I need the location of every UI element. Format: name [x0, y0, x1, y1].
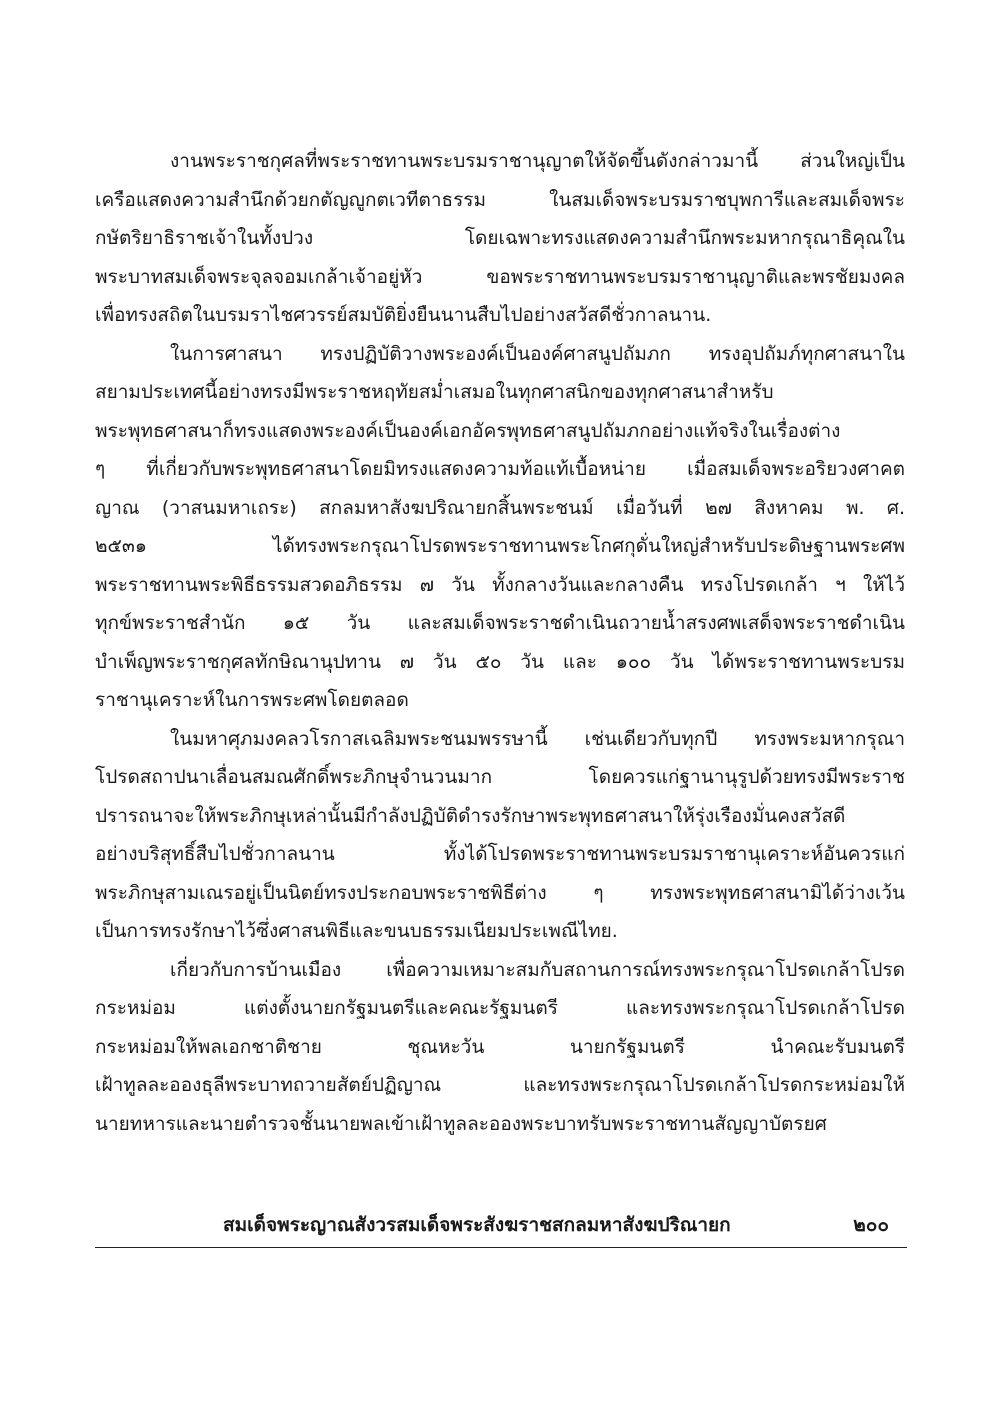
paragraph-1-line-4: พระบาทสมเด็จพระจุลจอมเกล้าเจ้าอยู่หัว ขอพระราชทานพระบรมราชานุญาติและพรชัยมงคล [95, 265, 905, 288]
footer-divider [95, 1247, 907, 1248]
paragraph-3-line-4: อย่างบริสุทธิ์สืบไปชั่วกาลนาน ทั้งได้โปรดพระราชทานพระบรมราชานุเคราะห์อันควรแก่ [95, 843, 905, 865]
paragraph-2-line-1: ในการศาสนา ทรงปฏิบัติวางพระองค์เป็นองค์ศาสนูปถัมภก ทรงอุปถัมภ์ทุกศาสนาใน [170, 342, 905, 365]
paragraph-3-line-5: พระภิกษุสามเณรอยู่เป็นนิตย์ทรงประกอบพระราชพิธีต่าง ๆ ทรงพระพุทธศาสนามิได้ว่างเว้น [95, 881, 905, 904]
footer-title: สมเด็จพระญาณสังวรสมเด็จพระสังฆราชสกลมหาสังฆปริณายก [223, 1214, 731, 1236]
paragraph-2-line-4: ๆ ที่เกี่ยวกับพระพุทธศาสนาโดยมิทรงแสดงความท้อแท้เบื้อหน่าย เมื่อสมเด็จพระอริยวงศาคต [95, 458, 905, 480]
paragraph-1-line-5: เพื่อทรงสถิตในบรมราไชศวรรย์สมบัติยิ่งยืนนานสืบไปอย่างสวัสดีชั่วกาลนาน. [95, 304, 712, 326]
paragraph-3-line-1: ในมหาศุภมงคลวโรกาสเฉลิมพระชนมพรรษานี้ เช่นเดียวกับทุกปี ทรงพระมหากรุณา [170, 727, 905, 750]
paragraph-4-line-4: เฝ้าทูลละอองธุลีพระบาทถวายสัตย์ปฏิญาณ และทรงพระกรุณาโปรดเกล้าโปรดกระหม่อมให้ [95, 1074, 905, 1096]
paragraph-3-line-3: ปรารถนาจะให้พระภิกษุเหล่านั้นมีกำลังปฏิบัติดำรงรักษาพระพุทธศาสนาให้รุ่งเรืองมั่นคงสวัสดี [95, 804, 846, 827]
body-text [95, 142, 905, 1143]
paragraph-2-line-3: พระพุทธศาสนาก็ทรงแสดงพระองค์เป็นองค์เอกอัครพุทธศาสนูปถัมภกอย่างแท้จริงในเรื่องต่าง [95, 419, 841, 442]
paragraph-1-line-2: เครือแสดงความสำนึกด้วยกตัญญูกตเวทีตาธรรม ในสมเด็จพระบรมราชบุพการีและสมเด็จพระ [95, 188, 905, 211]
paragraph-3-line-6: เป็นการทรงรักษาไว้ซึ่งศาสนพิธีและขนบธรรมเนียมประเพณีไทย. [95, 920, 618, 942]
paragraph-4-line-1: เกี่ยวกับการบ้านเมือง เพื่อความเหมาะสมกับสถานการณ์ทรงพระกรุณาโปรดเกล้าโปรด [170, 958, 905, 981]
page-number: ๒๐๐ [853, 1214, 889, 1236]
paragraph-2-line-8: ทุกข์พระราชสำนัก ๑๕ วัน และสมเด็จพระราชดำเนินถวายน้ำสรงศพเสด็จพระราชดำเนิน [95, 612, 905, 634]
paragraph-1-line-1: งานพระราชกุศลที่พระราชทานพระบรมราชานุญาตให้จัดขึ้นดังกล่าวมานี้ ส่วนใหญ่เป็น [170, 150, 905, 172]
paragraph-2-line-5: ญาณ (วาสนมหาเถระ) สกลมหาสังฆปริณายกสิ้นพระชนม์ เมื่อวันที่ ๒๗ สิงหาคม พ. ศ. [95, 496, 905, 519]
paragraph-1-line-3: กษัตริยาธิราชเจ้าในทั้งปวง โดยเฉพาะทรงแสดงความสำนึกพระมหากรุณาธิคุณใน [95, 227, 905, 249]
paragraph-2-line-6: ๒๕๓๑ ได้ทรงพระกรุณาโปรดพระราชทานพระโกศกุดั่นใหญ่สำหรับประดิษฐานพระศพ [95, 535, 905, 557]
paragraph-2-line-2: สยามประเทศนี้อย่างทรงมีพระราชหฤทัยสม่ำเสมอในทุกศาสนิกของทุกศาสนาสำหรับ [95, 381, 774, 403]
paragraph-2-line-9: บำเพ็ญพระราชกุศลทักษิณานุปทาน ๗ วัน ๕๐ วัน และ ๑๐๐ วัน ได้พระราชทานพระบรม [95, 650, 905, 673]
paragraph-4-line-2: กระหม่อม แต่งตั้งนายกรัฐมนตรีและคณะรัฐมนตรี และทรงพระกรุณาโปรดเกล้าโปรด [95, 997, 905, 1019]
paragraph-2-line-7: พระราชทานพระพิธีธรรมสวดอภิธรรม ๗ วัน ทั้งกลางวันและกลางคืน ทรงโปรดเกล้า ฯ ให้ไว้ [95, 573, 905, 596]
paragraph-4-line-3: กระหม่อมให้พลเอกชาติชาย ชุณหะวัน นายกรัฐมนตรี นำคณะรับมนตรี [95, 1035, 905, 1058]
page-footer [95, 1208, 907, 1248]
paragraph-3-line-2: โปรดสถาปนาเลื่อนสมณศักดิ์พระภิกษุจำนวนมาก โดยควรแก่ฐานานุรูปด้วยทรงมีพระราช [95, 766, 905, 788]
paragraph-2-line-10: ราชานุเคราะห์ในการพระศพโดยตลอด [95, 689, 409, 711]
paragraph-4-line-5: นายทหารและนายตำรวจชั้นนายพลเข้าเฝ้าทูลละอองพระบาทรับพระราชทานสัญญาบัตรยศ [95, 1112, 827, 1135]
